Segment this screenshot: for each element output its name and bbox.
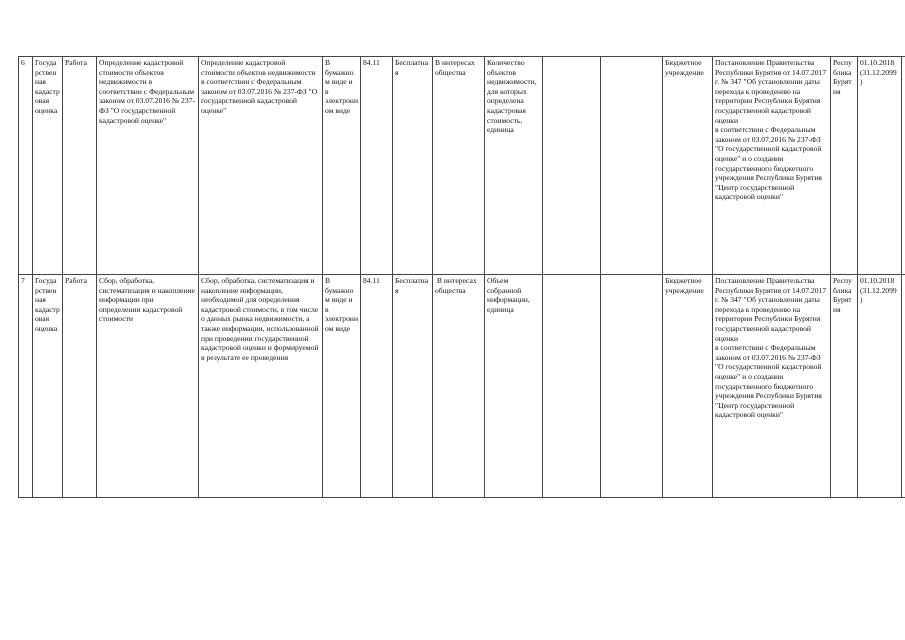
service-description: Определение кадастровой стоимости объектов недвижимости в соответствии с Федеральным законом от 03.07.2016 № 237-ФЗ "О государственной кадастровой оценке" <box>199 57 323 275</box>
consumers: В интересах общества <box>433 57 485 275</box>
consumers: В интересах общества <box>433 275 485 498</box>
legal-basis: Постановление Правительства Республики Бурятия от 14.07.2017 г. № 347 "Об установлении даты перехода к проведению на территории Республики Бурятия государственной кадастровой оценки в соответствии с Федеральным законом от 03.07.2016 № 237-ФЗ "О государственной кадастровой оценке" и о создании государственного бюджетного учреждения Республики Бурятия "Центр государственной кадастровой оценки" <box>713 275 831 498</box>
volume-indicator: Количество объектов недвижимости, для которых определена кадастровая стоимость, единица <box>485 57 543 275</box>
validity-dates: 01.10.2018 (31.12.2099) <box>858 275 902 498</box>
service-name: Государственная кадастровая оценка <box>33 57 63 275</box>
validity-dates: 01.10.2018 (31.12.2099) <box>858 57 902 275</box>
empty-cell <box>543 275 601 498</box>
service-type: Работа <box>63 275 97 498</box>
services-registry-table <box>18 56 905 498</box>
payment-type: Бесплатная <box>393 275 433 498</box>
empty-cell <box>601 57 663 275</box>
legal-basis: Постановление Правительства Республики Бурятия от 14.07.2017 г. № 347 "Об установлении даты перехода к проведению на территории Республики Бурятия государственной кадастровой оценки в соответствии с Федеральным законом от 03.07.2016 № 237-ФЗ "О государственной кадастровой оценке" и о создании государственного бюджетного учреждения Республики Бурятия "Центр государственной кадастровой оценки" <box>713 57 831 275</box>
service-name: Государственная кадастровая оценка <box>33 275 63 498</box>
service-content: Сбор, обработка, систематизация и накопление информации при определении кадастровой стоимости <box>97 275 199 498</box>
service-type: Работа <box>63 57 97 275</box>
volume-indicator: Объем собранной информации, единица <box>485 275 543 498</box>
empty-cell <box>543 57 601 275</box>
empty-cell <box>601 275 663 498</box>
row-number: 7 <box>19 275 33 498</box>
empty-cell <box>902 57 905 275</box>
authority-level: Республика Бурятия <box>831 275 858 498</box>
row-number: 6 <box>19 57 33 275</box>
delivery-form: В бумажном виде и в электронном виде <box>323 275 361 498</box>
table-row <box>19 57 905 275</box>
empty-cell <box>902 275 905 498</box>
authority-level: Республика Бурятия <box>831 57 858 275</box>
okved-code: 84.11 <box>361 275 393 498</box>
okved-code: 84.11 <box>361 57 393 275</box>
service-description: Сбор, обработка, систематизация и накопление информации, необходимой для определения кадастровой стоимости, в том числе о данных рынка недвижимости, а также информации, использованной при проведении государственной кадастровой оценки и формируемой в результате ее проведения <box>199 275 323 498</box>
table-row <box>19 275 905 498</box>
service-content: Определение кадастровой стоимости объектов недвижимости в соответствии с Федеральным законом от 03.07.2016 № 237-ФЗ "О государственной кадастровой оценке" <box>97 57 199 275</box>
delivery-form: В бумажном виде и в электронном виде <box>323 57 361 275</box>
payment-type: Бесплатная <box>393 57 433 275</box>
institution-type: Бюджетное учреждение <box>663 275 713 498</box>
institution-type: Бюджетное учреждение <box>663 57 713 275</box>
